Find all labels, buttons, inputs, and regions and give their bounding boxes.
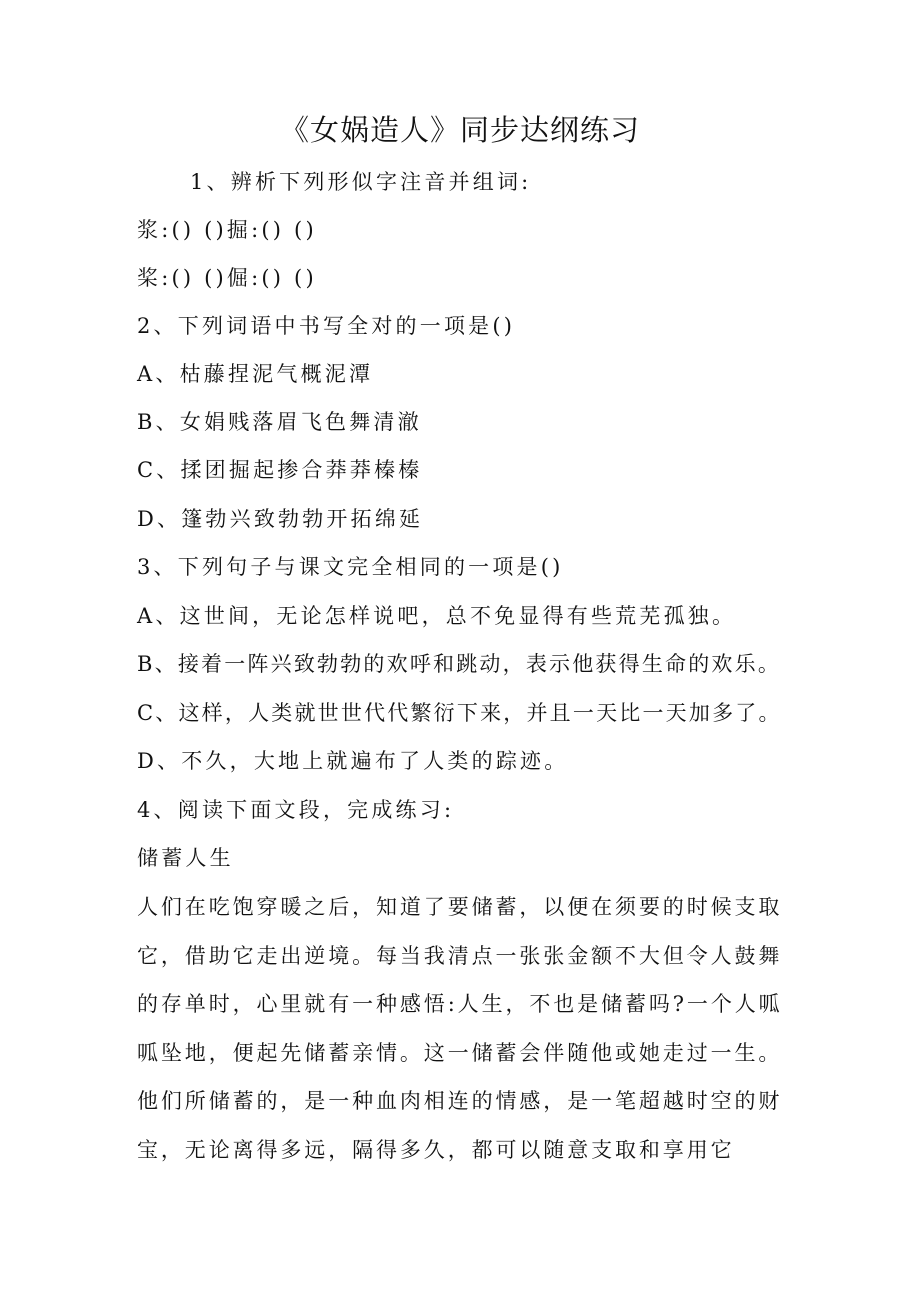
question-3-option-d: D、不久，大地上就遍布了人类的踪迹。 — [137, 749, 569, 773]
question-3-heading: 3、下列句子与课文完全相同的一项是() — [137, 555, 564, 579]
passage-title: 储蓄人生 — [137, 846, 234, 870]
question-3-option-b: B、接着一阵兴致勃勃的欢呼和跳动，表示他获得生命的欢乐。 — [137, 652, 782, 676]
question-4-heading: 4、阅读下面文段，完成练习: — [137, 798, 455, 822]
question-2-option-d: D、篷勃兴致勃勃开拓绵延 — [137, 507, 424, 531]
question-2-heading: 2、下列词语中书写全对的一项是() — [137, 314, 516, 338]
document-title: 《女娲造人》同步达纲练习 — [279, 113, 640, 147]
question-3-option-a: A、这世间，无论怎样说吧，总不免显得有些荒芜孤独。 — [137, 604, 737, 628]
question-2-option-c: C、揉团掘起掺合莽莽榛榛 — [137, 458, 423, 482]
question-2-option-b: B、女娟贱落眉飞色舞清澈 — [137, 410, 422, 434]
question-1-row-2: 桨:() ()倔:() () — [137, 266, 317, 290]
question-3-option-c: C、这样，人类就世世代代繁衍下来，并且一天比一天加多了。 — [137, 701, 782, 725]
question-1-row-1: 浆:() ()掘:() () — [137, 218, 317, 242]
passage-text: 人们在吃饱穿暖之后，知道了要储蓄，以便在须要的时候支取它，借助它走出逆境。每当我清点一张张金额不大但令人鼓舞的存单时，心里就有一种感悟:人生，不也是储蓄吗?一个人呱呱坠地，便起先储蓄亲情。这一储蓄会伴随他或她走过一生。他们所储蓄的，是一种血肉相连的情感，是一笔超越时空的财宝，无论离得多远，隔得多久，都可以随意支取和享用它 — [137, 895, 783, 1162]
question-2-option-a: A、枯藤捏泥气概泥潭 — [137, 362, 374, 386]
question-1-heading: 1、辨析下列形似字注音并组词: — [190, 170, 532, 194]
